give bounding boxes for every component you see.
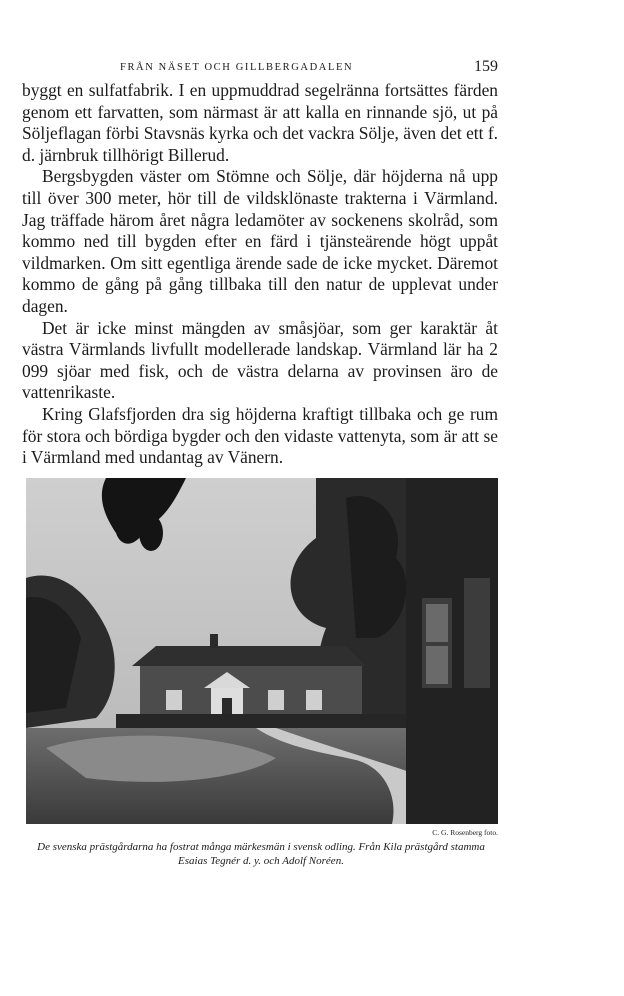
paragraph-2: Bergsbygden väster om Stömne och Sölje, där höjderna nå upp till över 300 meter, hör till de vildsklönaste trakterna i Värmland. Jag träffade härom året några ledamöter av sockenens skolråd, som kommo ned till bygden efter en färd i tjänsteärende högt uppåt vildmarken. Om sitt egentliga ärende sade de icke mycket. Däremot kommo de gång på gång tillbaka till den natur de upplevat under dagen. xyxy=(22,166,498,316)
parsonage-photograph xyxy=(26,478,498,824)
page-header xyxy=(22,58,500,78)
paragraph-1: byggt en sulfatfabrik. I en uppmuddrad segelränna fortsättes färden genom ett farvatten, som närmast är att kalla en rinnande sjö, ut på Söljeflagan förbi Stavsnäs kyrka och det vackra Sölje, även det ett f. d. järnbruk tillhörigt Billerud. xyxy=(22,80,498,165)
page-number: 159 xyxy=(474,58,498,75)
figure-caption: De svenska prästgårdarna ha fostrat många märkesmän i svensk odling. Från Kila prästgård stamma Esaias Tegnér d. y. och Adolf Noréen. xyxy=(37,841,485,867)
running-title: FRÅN NÄSET OCH GILLBERGADALEN xyxy=(120,62,354,73)
photo-credit: C. G. Rosenberg foto. xyxy=(432,828,498,837)
paragraph-4: Kring Glafsfjorden dra sig höjderna kraftigt tillbaka och ge rum för stora och bördiga bygder och den vidaste vattenyta, som är att se i Värmland med undantag av Vänern. xyxy=(22,403,498,468)
body-text xyxy=(22,80,498,469)
paragraph-3: Det är icke minst mängden av småsjöar, som ger karaktär åt västra Värmlands livfullt modellerade landskap. Värmland lär ha 2 099 sjöar med fisk, och de västra delarna av provinsen äro de vattenrikaste. xyxy=(22,317,498,403)
